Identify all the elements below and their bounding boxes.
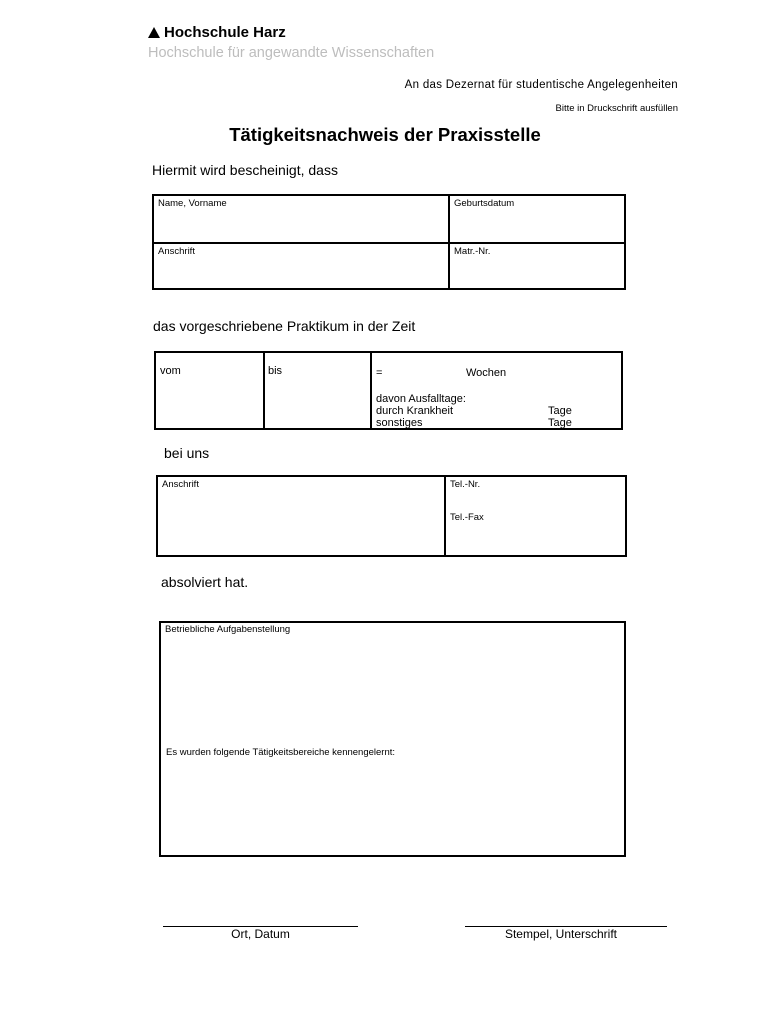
student-info-box — [152, 194, 626, 290]
other-days-label: Tage — [548, 417, 572, 429]
certify-lead: Hiermit wird bescheinigt, dass — [152, 162, 338, 178]
completed-lead: absolviert hat. — [161, 574, 249, 590]
from-label: vom — [160, 365, 181, 377]
company-address-field[interactable] — [158, 477, 444, 555]
institution-subtitle: Hochschule für angewandte Wissenschaften — [148, 45, 435, 61]
equals-sign: = — [376, 367, 383, 379]
birthdate-label: Geburtsdatum — [454, 198, 515, 209]
to-date-field[interactable] — [265, 353, 370, 428]
company-lead: bei uns — [164, 445, 210, 461]
matr-number-label: Matr.-Nr. — [454, 246, 491, 257]
tasks-box[interactable] — [159, 621, 626, 857]
from-date-field[interactable] — [156, 353, 263, 428]
birthdate-field[interactable] — [450, 196, 624, 242]
student-address-field[interactable] — [154, 244, 448, 288]
stamp-signature-label: Stempel, Unterschrift — [504, 927, 618, 941]
institution-name: Hochschule Harz — [164, 24, 286, 41]
sick-days-label: Tage — [548, 405, 572, 417]
internship-period-lead: das vorgeschriebene Praktikum in der Zeit — [153, 318, 416, 334]
name-field[interactable] — [154, 196, 448, 242]
sick-label: durch Krankheit — [376, 405, 454, 417]
task-label: Betriebliche Aufgabenstellung — [165, 624, 291, 635]
weeks-field[interactable] — [372, 353, 621, 428]
place-date-label: Ort, Datum — [231, 927, 290, 941]
institution-logo — [148, 24, 286, 41]
other-label: sonstiges — [376, 417, 423, 429]
phone-fax-field[interactable] — [446, 477, 625, 555]
addressee-line: An das Dezernat für studentische Angelegenheiten — [404, 79, 678, 91]
weeks-label: Wochen — [466, 367, 507, 379]
matr-number-field[interactable] — [450, 244, 624, 288]
document-title: Tätigkeitsnachweis der Praxisstelle — [229, 124, 541, 145]
to-label: bis — [268, 365, 283, 377]
company-info-box — [156, 475, 627, 557]
name-label: Name, Vorname — [158, 198, 227, 209]
period-box — [154, 351, 623, 430]
fill-instruction: Bitte in Druckschrift ausfüllen — [555, 103, 678, 114]
absence-label: davon Ausfalltage: — [376, 393, 466, 405]
triangle-logo-icon — [148, 27, 160, 38]
phone-label: Tel.-Nr. — [450, 479, 481, 490]
fax-label: Tel.-Fax — [450, 512, 484, 523]
areas-label: Es wurden folgende Tätigkeitsbereiche kennengelernt: — [166, 747, 396, 758]
company-address-label: Anschrift — [162, 479, 199, 490]
student-address-label: Anschrift — [158, 246, 195, 257]
